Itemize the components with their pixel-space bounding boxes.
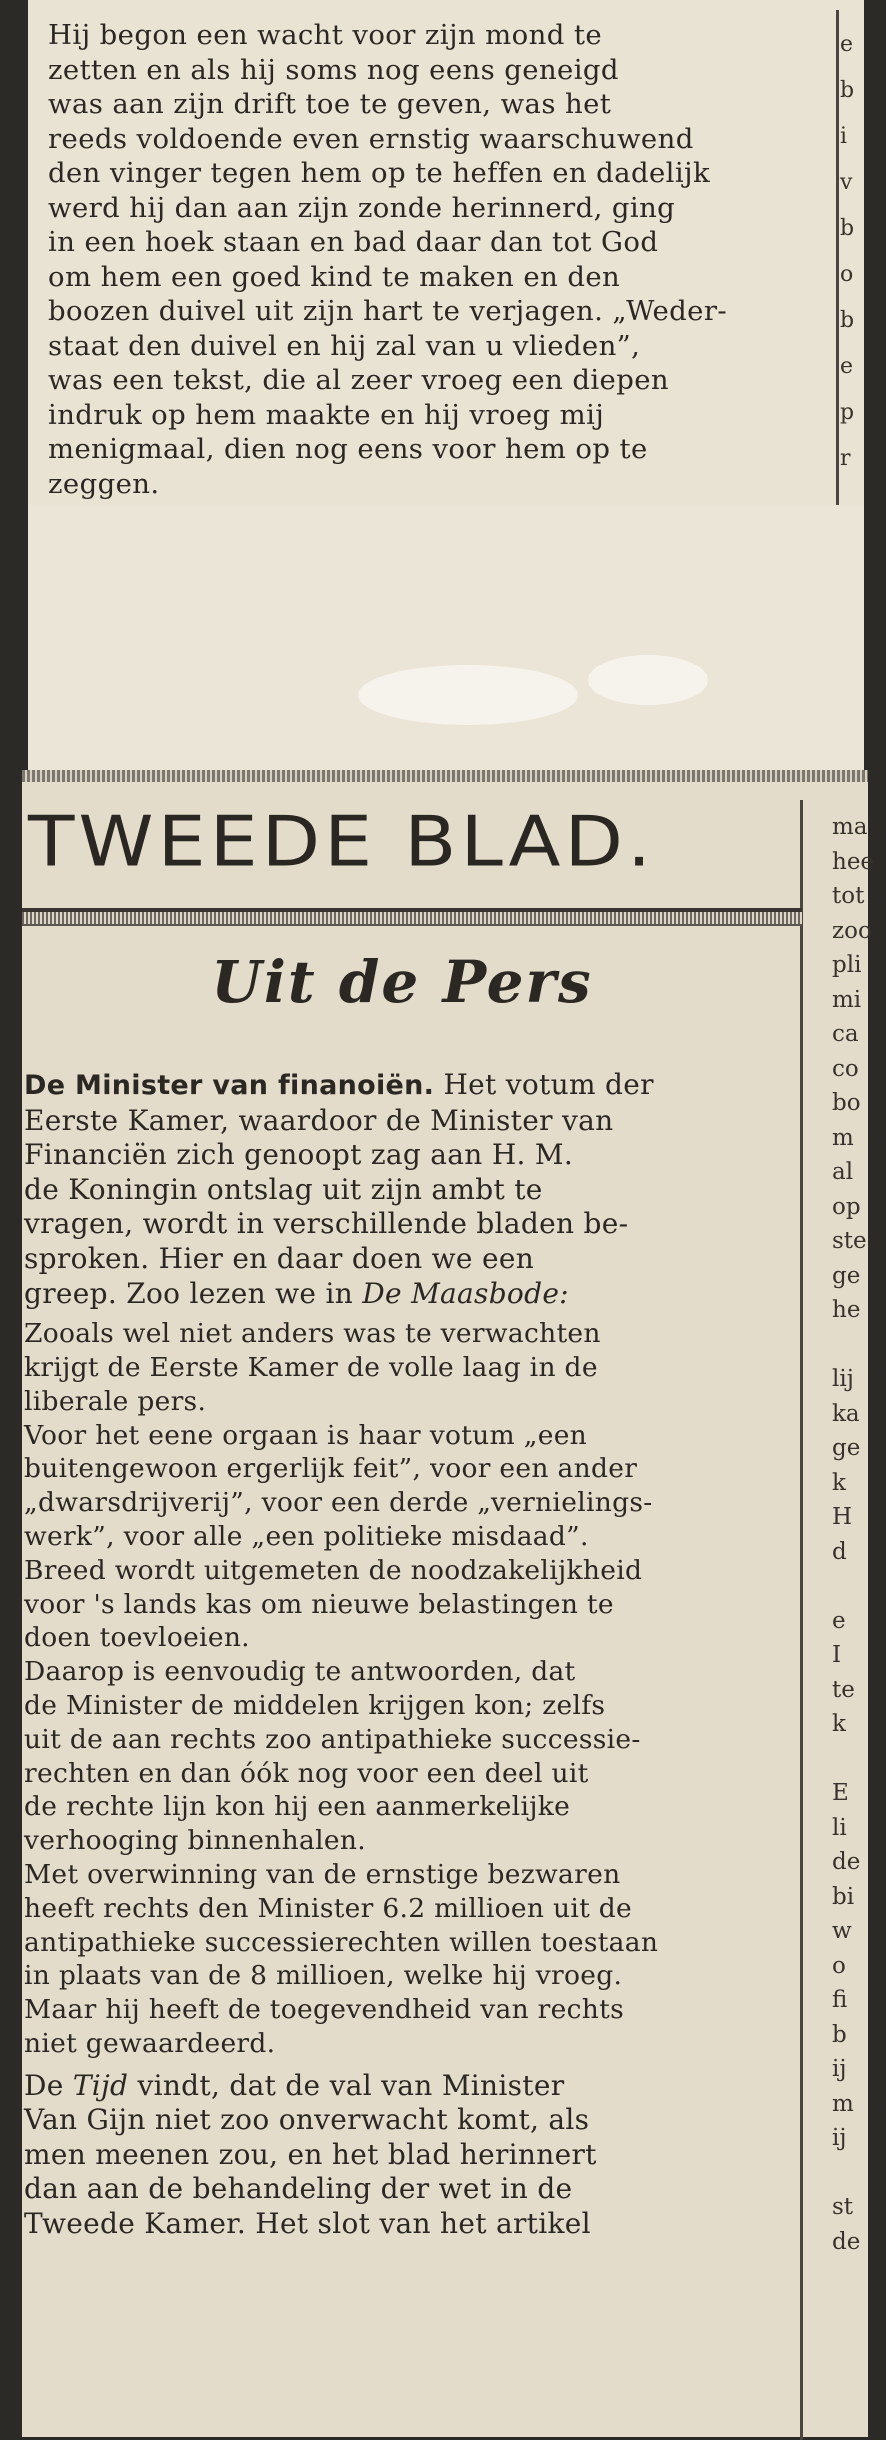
paragraph1-line: Het votum der [443,1068,654,1101]
fragment-text: p [840,400,855,425]
quote-line: Zooals wel niet anders was te verwachten [24,1318,601,1350]
fragment-text: li [832,1814,847,1841]
quote-line: Met overwinning van de ernstige bezwaren [24,1858,621,1890]
fragment-text: bi [832,1883,855,1910]
fragment-text: e [840,354,854,379]
top-right-column-fragments [840,22,870,482]
text-line: boozen duivel uit zijn hart te verjagen. „Weder- [48,295,728,327]
fragment-text: I [832,1642,842,1668]
section-title: Uit de Pers [211,948,593,1016]
text-line: was aan zijn drift toe te geven, was het [48,88,612,120]
quote-line: Breed wordt uitgemeten de noodzakelijkheid [24,1554,643,1586]
fragment-text: b [832,2021,847,2048]
fragment-text [832,2156,872,2191]
fragment-text: b [840,216,855,241]
quote-line: werk”, voor alle „een politieke misdaad”. [24,1520,589,1552]
fragment-text: tot [832,883,865,909]
quote-line: verhooging binnenhalen. [24,1825,366,1857]
quote-line: „dwarsdrijverij”, voor een derde „vernielings- [24,1487,653,1519]
paragraph1-line: vragen, wordt in verschillende bladen be- [24,1207,629,1241]
fragment-text: al [832,1159,854,1185]
fragment-text: he [832,1297,861,1323]
quote-line: heeft rechts den Minister 6.2 millioen uit de [24,1892,633,1924]
top-clipping [28,0,864,535]
fragment-text: st [832,2194,854,2220]
quote-line: uit de aan rechts zoo antipathieke successie- [24,1723,641,1755]
quote-line: Daarop is eenvoudig te antwoorden, dat [24,1656,576,1688]
paragraph2-line: dan aan de behandeling der wet in de [24,2172,573,2206]
paragraph2-line: vindt, dat de val van Minister [137,2068,565,2102]
lead-label: De Minister van finanoiën. [24,1070,435,1101]
fragment-text: ge [832,1435,861,1461]
paragraph2-line: Tweede Kamer. Het slot van het artikel [24,2207,591,2241]
fragment-text: b [840,78,855,103]
paragraph2-prefix: De [24,2068,64,2102]
quote-line: niet gewaardeerd. [24,2027,276,2059]
quote-line: liberale pers. [24,1385,207,1417]
text-line: in een hoek staan en bad daar dan tot God [48,226,659,258]
column-divider-top [836,10,839,505]
fragment-text: o [840,262,854,287]
source-tijd: Tijd [72,2068,129,2102]
column-divider-bottom [800,800,803,2440]
fragment-text: H [832,1504,853,1530]
paragraph1-line: Financiën zich genoopt zag aan H. M. [24,1138,574,1172]
bottom-clipping [22,770,875,2437]
text-line: menigmaal, dien nog eens voor hem op te [48,433,648,465]
top-dotted-border [22,770,868,782]
text-line: reeds voldoende even ernstig waarschuwend [48,122,694,155]
fragment-text: te [832,1676,855,1703]
quote-line: de Minister de middelen krijgen kon; zelfs [24,1689,606,1721]
paper-highlight [588,655,708,705]
fragment-text: de [832,2228,861,2255]
bottom-article-text [24,1068,784,2242]
paragraph-minister [24,1068,784,1311]
fragment-text: bo [832,1090,861,1116]
text-line: staat den duivel en hij zal van u vlieden”, [48,329,641,362]
quote-line: Maar hij heeft de toegevendheid van rechts [24,1994,624,2026]
fragment-text: k [832,1711,846,1737]
fragment-text: k [832,1469,846,1496]
text-line: zeggen. [48,467,160,500]
fragment-text: e [832,1607,846,1634]
source-maasbode: De Maasbode: [362,1276,569,1310]
fragment-text [832,1569,872,1604]
fragment-text: ij [832,2056,847,2082]
page-headline: TWEEDE BLAD. [28,800,656,882]
fragment-text: co [832,1055,859,1082]
fragment-text: ma [832,814,868,840]
paragraph1-line: de Koningin ontslag uit zijn ambt te [24,1172,543,1206]
fragment-text: E [832,1780,849,1806]
fragment-text: ge [832,1262,861,1289]
paragraph-tijd [24,2069,784,2242]
quote-line: buitengewoon ergerlijk feit”, voor een ander [24,1453,638,1485]
paragraph1-line: Eerste Kamer, waardoor de Minister van [24,1103,614,1137]
quote-line: krijgt de Eerste Kamer de volle laag in de [24,1351,598,1383]
fragment-text: o [832,1952,846,1979]
fragment-text: lij [832,1366,854,1392]
quote-line: de rechte lijn kon hij een aanmerkelijke [24,1791,571,1823]
paragraph2-line: men meenen zou, en het blad herinnert [24,2137,597,2171]
quote-line: antipathieke successierechten willen toestaan [24,1926,659,1958]
fragment-text: i [840,124,848,149]
quote-line: doen toevloeien. [24,1622,250,1654]
fragment-text: ca [832,1021,859,1047]
fragment-text [832,1328,872,1363]
paragraph1-line: sproken. Hier en daar doen we een [24,1241,535,1275]
fragment-text: b [840,308,855,333]
fragment-text: ij [832,2125,847,2151]
fragment-text: de [832,1849,861,1875]
fragment-text: ka [832,1400,860,1427]
fragment-text: r [840,446,851,471]
text-line: indruk op hem maakte en hij vroeg mij [48,398,605,431]
fragment-text: d [832,1538,847,1565]
fragment-text [832,1742,872,1777]
fragment-text: fi [832,1987,848,2013]
quote-line: voor 's lands kas om nieuwe belastingen te [24,1588,614,1620]
quote-line: rechten en dan óók nog voor een deel uit [24,1757,589,1789]
paper-highlight [358,665,578,725]
fragment-text: v [840,170,853,195]
fragment-text: e [840,32,854,57]
quote-line: Voor het eene orgaan is haar votum „een [24,1419,588,1451]
text-line: was een tekst, die al zeer vroeg een diepen [48,364,670,396]
text-line: om hem een goed kind te maken en den [48,260,621,293]
text-line: werd hij dan aan zijn zonde herinnerd, ging [48,191,676,224]
fragment-text: zoo [832,917,872,944]
fragment-text: op [832,1193,861,1220]
fragment-text: m [832,1124,854,1151]
fragment-text: w [832,1918,852,1944]
paragraph1-line: greep. Zoo lezen we in [24,1276,354,1310]
fragment-text: hee [832,848,875,875]
quote-block [24,1317,784,2061]
text-line: Hij begon een wacht voor zijn mond te [48,19,602,51]
quote-line: in plaats van de 8 millioen, welke hij vroeg. [24,1960,623,1992]
paragraph2-line: Van Gijn niet zoo onverwacht komt, als [24,2103,590,2137]
fragment-text: mi [832,986,862,1013]
fragment-text: ste [832,1228,867,1254]
mounting-paper-gap [28,505,864,780]
top-article-text [48,18,828,501]
text-line: zetten en als hij soms nog eens geneigd [48,53,619,86]
headline-rule [22,908,802,926]
fragment-text: pli [832,952,862,978]
bottom-right-column-fragments [832,810,875,2259]
fragment-text: m [832,2090,854,2117]
text-line: den vinger tegen hem op te heffen en dadelijk [48,157,711,189]
